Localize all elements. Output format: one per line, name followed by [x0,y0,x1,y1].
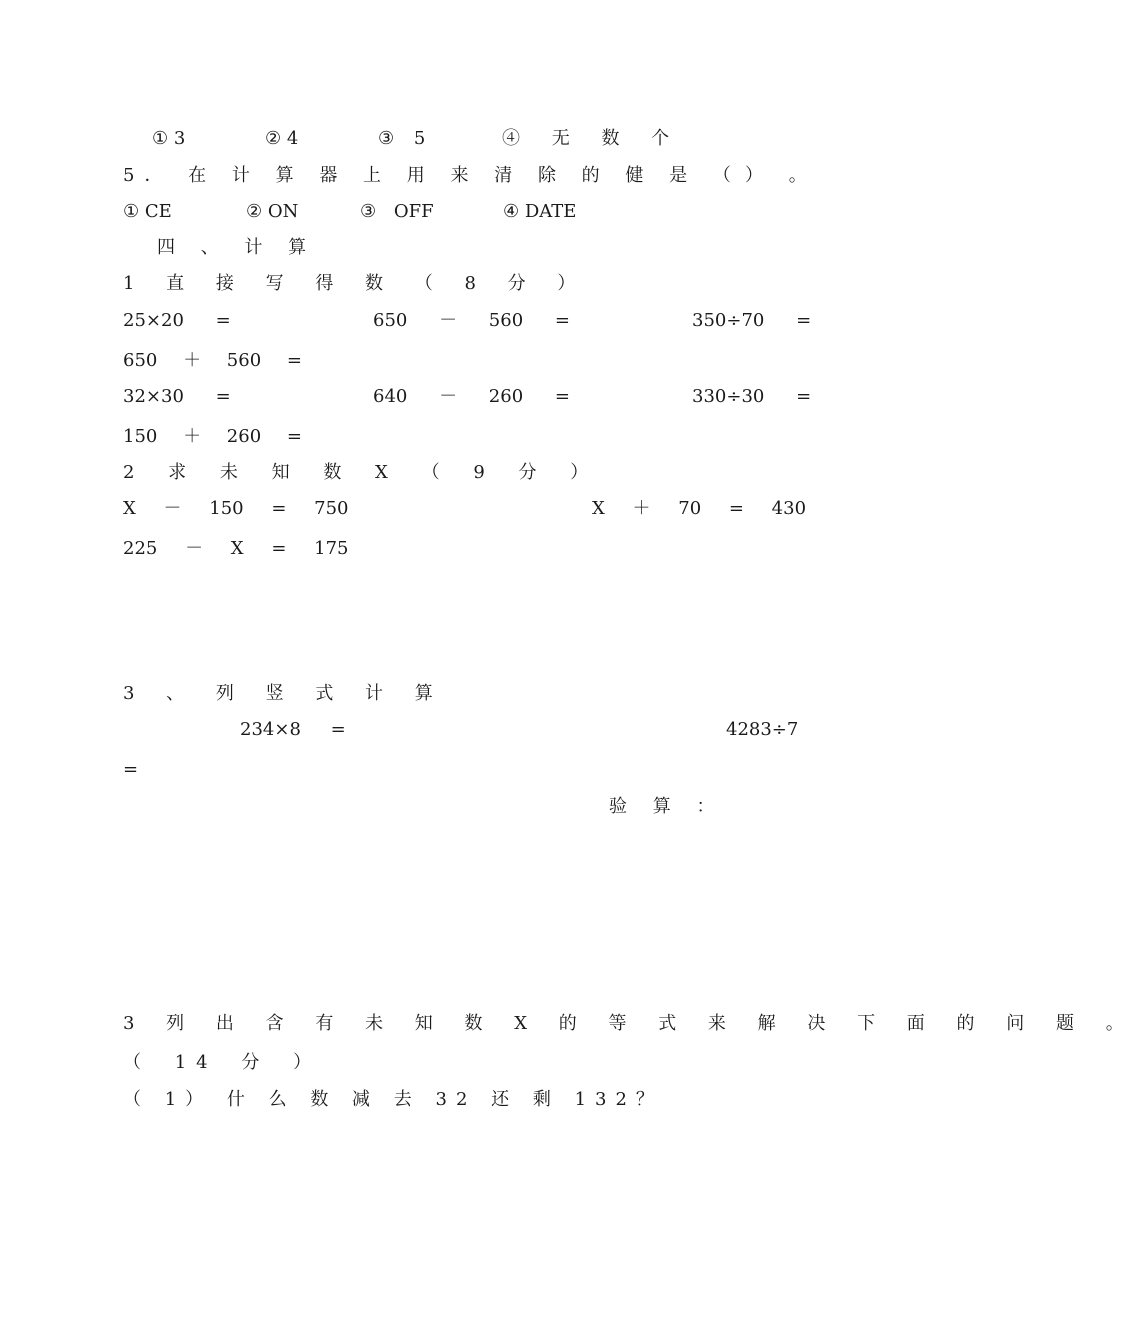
calc-item: 25×20 = [123,310,231,331]
q4-option-3: ③ 5 [378,128,426,149]
equation-item: X － 150 = 750 [123,498,349,519]
section-heading: 四 、 计 算 [157,237,317,258]
q4-option-2: ② 4 [265,128,299,149]
part4-question-1: （ 1） 什 么 数 减 去 32 还 剩 132？ [123,1089,663,1110]
q5-option-2: ② ON [246,201,299,222]
vertical-calc-item: 234×8 = [240,719,346,740]
check-label: 验 算 ： [609,796,725,817]
q5-option-4: ④ DATE [503,201,577,222]
calc-item: 650 － 560 = [373,310,570,331]
q5-option-3: ③ OFF [360,201,434,222]
q4-option-4: ④ 无 数 个 [502,128,680,149]
calc-item: 32×30 = [123,386,231,407]
vertical-calc-item: = [123,759,139,780]
calc-item: 650 ＋ 560 = [123,350,302,371]
equation-item: X ＋ 70 = 430 [592,498,807,519]
part4-title: 3 列 出 含 有 未 知 数 X 的 等 式 来 解 决 下 面 的 问 题 。 [123,1013,1132,1034]
calc-item: 350÷70 = [692,310,812,331]
part4-score: （ 14 分 ） [123,1052,322,1073]
q5-stem: 5． 在 计 算 器 上 用 来 清 除 的 健 是 （ [123,165,741,186]
calc-item: 330÷30 = [692,386,812,407]
q4-option-1: ① 3 [152,128,186,149]
part2-title: 2 求 未 知 数 X （ 9 分 ） [123,462,599,483]
part1-title: 1 直 接 写 得 数 （ 8 分 ） [123,273,586,294]
q5-close: ） 。 [745,165,817,186]
vertical-calc-item: 4283÷7 [726,719,799,740]
q5-option-1: ① CE [123,201,172,222]
calc-item: 640 － 260 = [373,386,570,407]
equation-item: 225 － X = 175 [123,538,349,559]
calc-item: 150 ＋ 260 = [123,426,302,447]
part3-title: 3 、 列 竖 式 计 算 [123,683,443,704]
